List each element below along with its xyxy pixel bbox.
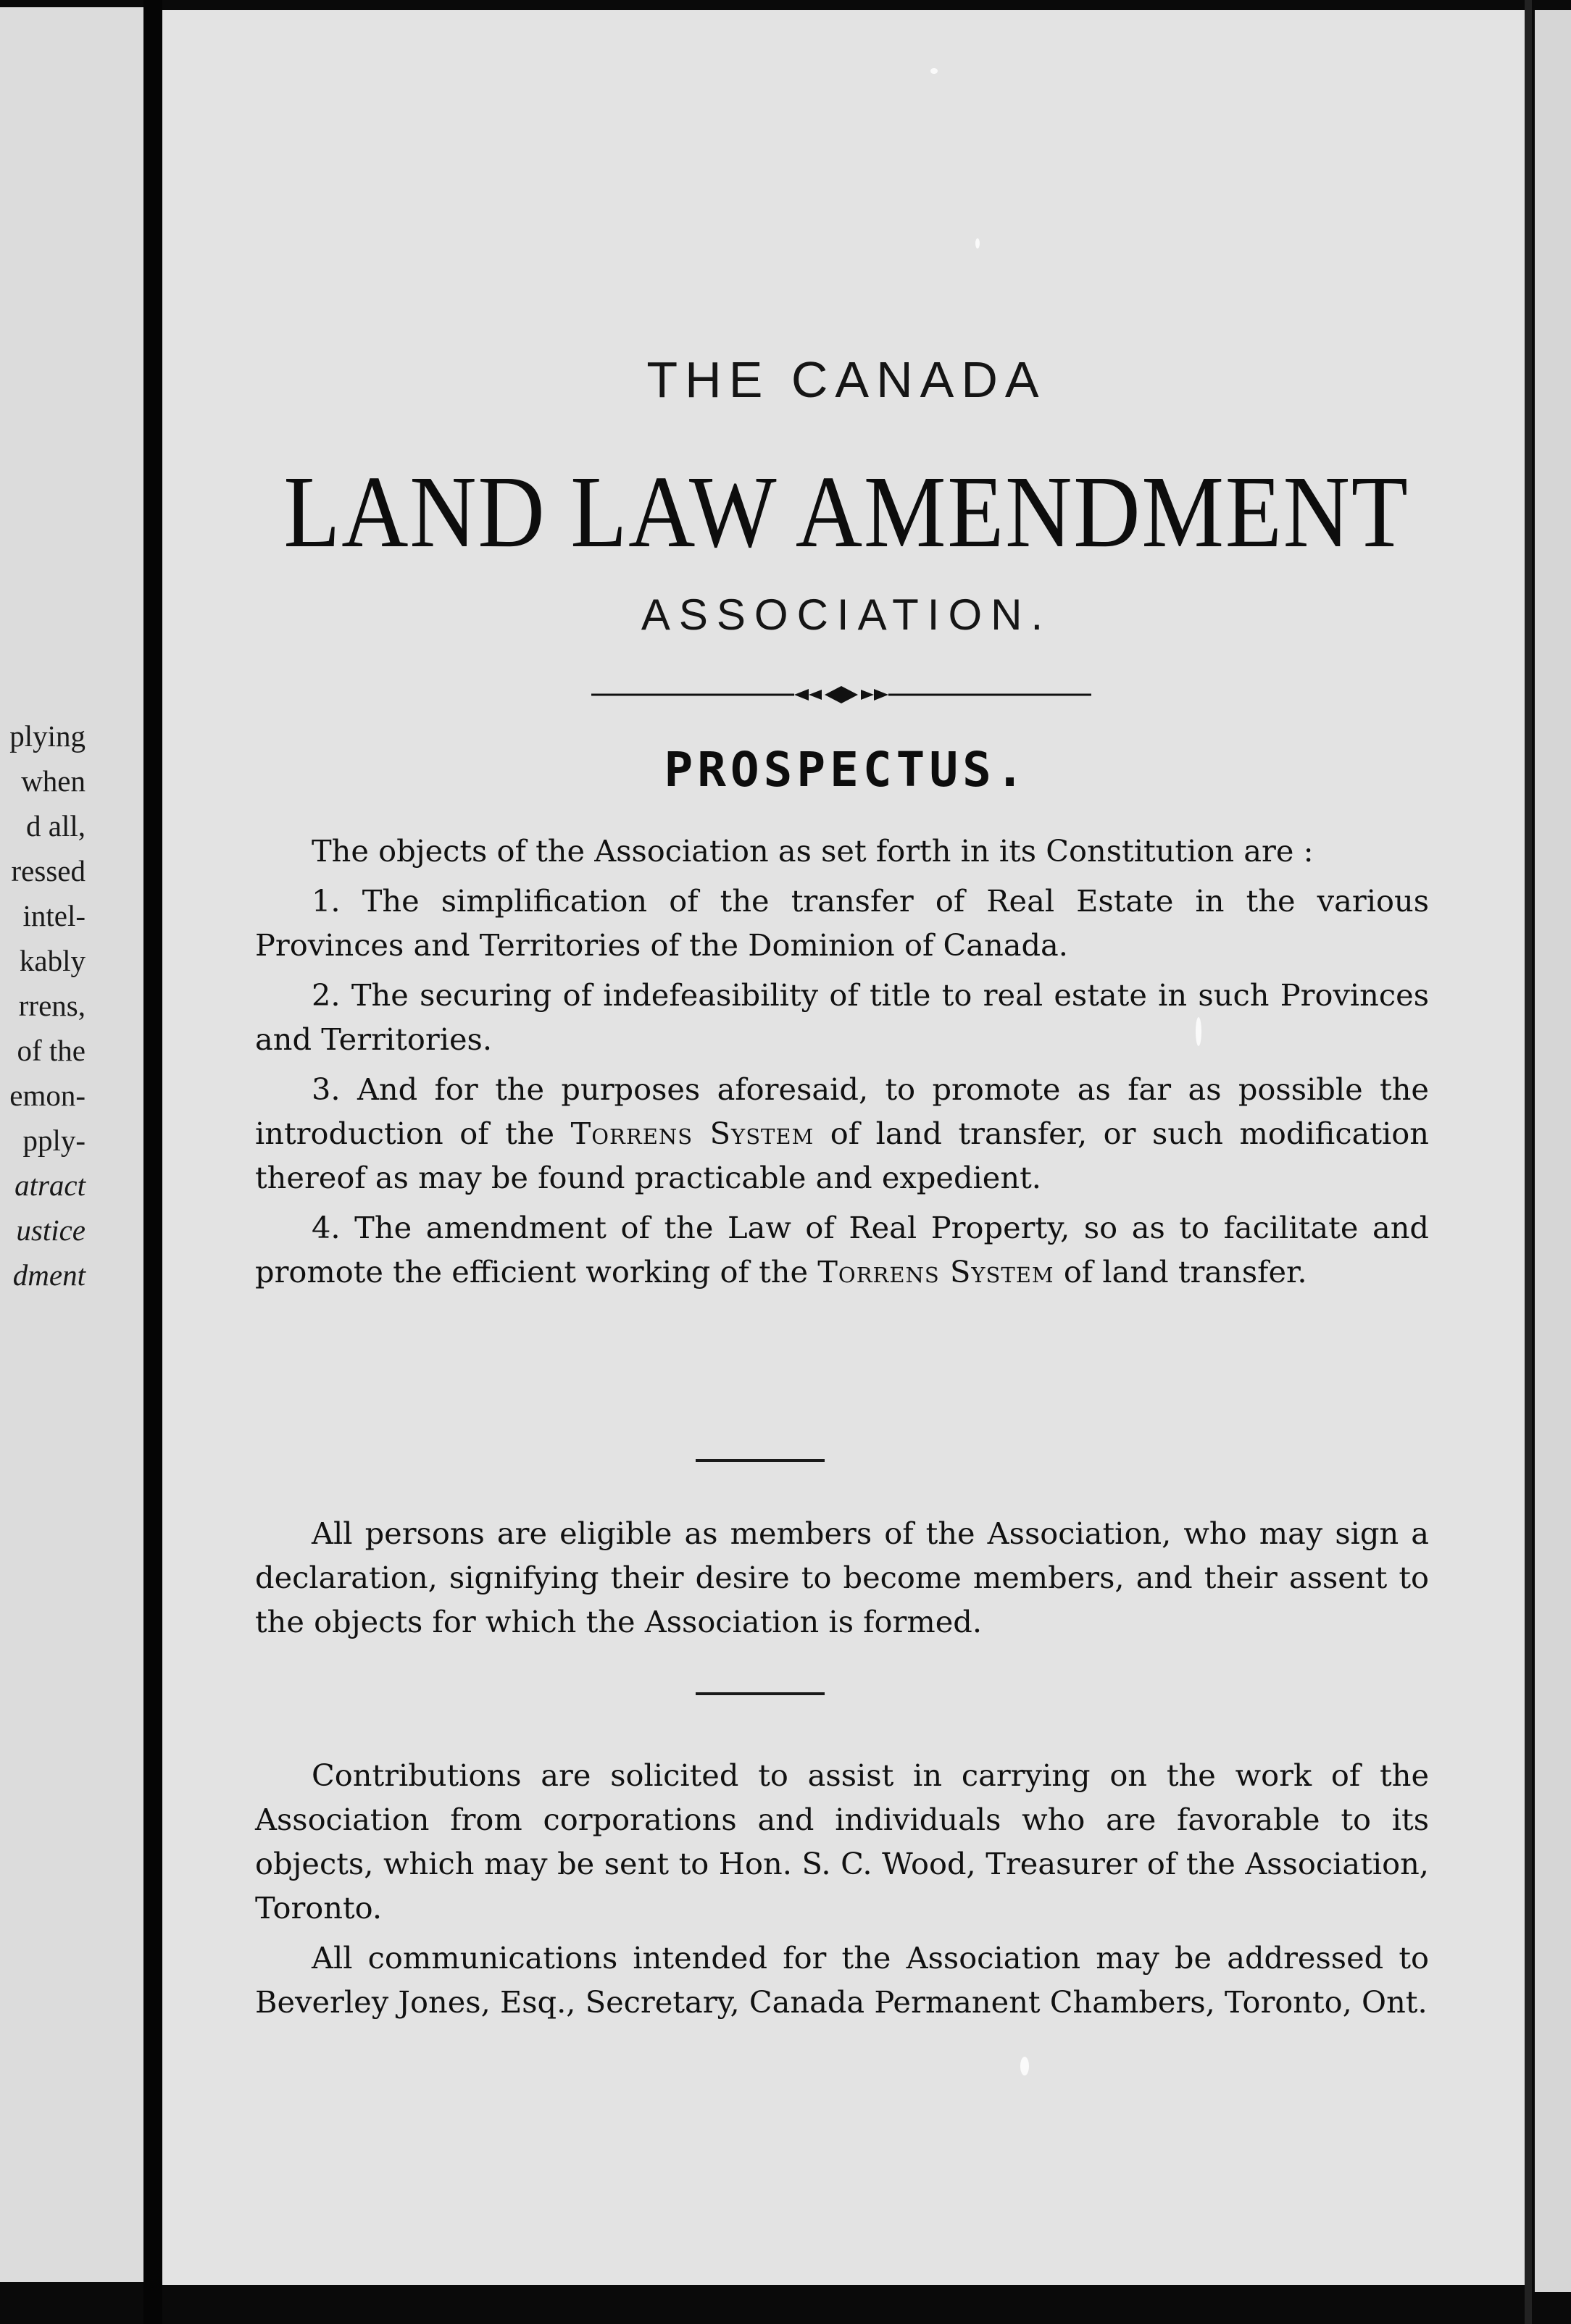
left-line-10: pply- — [22, 1124, 86, 1157]
object-item-4 — [255, 1205, 1429, 1294]
left-line-6: kably — [19, 944, 86, 977]
paper-speck — [1196, 1017, 1201, 1046]
left-line-9: emon- — [9, 1079, 86, 1112]
membership-section — [255, 1511, 1429, 1650]
paper-speck — [975, 238, 980, 248]
object-item-4-text-a: 4. The amendment of the Law of Real Property, so as to facilitate and promote the efficient working of the — [255, 1210, 1429, 1290]
page-right-edge — [1525, 0, 1532, 2324]
left-line-5: intel- — [22, 899, 86, 932]
communications-paragraph: All communications intended for the Association may be addressed to Beverley Jones, Esq., Secretary, Canada Permanent Chambers, Toronto, Ont. — [255, 1940, 1429, 2020]
left-line-7: rrens, — [18, 989, 86, 1022]
header-association: ASSOCIATION. — [641, 590, 1052, 639]
book-gutter — [143, 0, 162, 2324]
membership-paragraph: All persons are eligible as members of the Association, who may sign a declaration, signifying their desire to become members, and their assent to the objects for which the Association is formed. — [255, 1516, 1429, 1639]
header-the-canada: THE CANADA — [646, 351, 1046, 408]
objects-section — [255, 829, 1429, 1300]
divider-rule-2 — [696, 1692, 825, 1695]
left-line-3: d all, — [26, 809, 86, 843]
left-line-2: when — [21, 764, 86, 798]
paper-speck — [1020, 2057, 1029, 2076]
left-line-12: ustice — [16, 1213, 86, 1247]
paper-speck — [930, 68, 938, 74]
object-item-4-system-name: Torrens System — [817, 1254, 1054, 1290]
object-item-3-text-b: of land transfer, or such modification thereof as may be found practicable and expedient. — [255, 1116, 1430, 1195]
header-title: LAND LAW AMENDMENT — [283, 454, 1409, 569]
object-item-2: 2. The securing of indefeasibility of title to real estate in such Provinces and Territories. — [255, 977, 1429, 1057]
left-line-1: plying — [9, 719, 86, 753]
section-title: PROSPECTUS. — [664, 742, 1029, 798]
ornament-divider-icon — [591, 680, 1091, 709]
contributions-paragraph: Contributions are solicited to assist in carrying on the work of the Association from corporations and individuals who are favorable to its objects, which may be sent to Hon. S. C. Wood, Treasurer of the Association, Toronto. — [255, 1757, 1429, 1926]
object-item-4-text-b: of land transfer. — [1054, 1254, 1307, 1290]
object-item-1: 1. The simplification of the transfer of Real Estate in the various Provinces and Territories of the Dominion of Canada. — [255, 883, 1429, 963]
object-item-3 — [255, 1067, 1429, 1200]
divider-rule-1 — [696, 1459, 825, 1462]
contributions-section — [255, 1753, 1429, 2030]
next-page-edge — [1535, 10, 1571, 2292]
object-item-3-text-a: 3. And for the purposes aforesaid, to promote as far as possible the introduction of the — [255, 1071, 1429, 1151]
left-page-fragment — [0, 7, 143, 2282]
left-line-4: ressed — [11, 854, 86, 887]
left-line-8: of the — [17, 1034, 86, 1067]
prospectus-page — [162, 10, 1530, 2285]
left-line-11: atract — [14, 1169, 86, 1202]
objects-intro: The objects of the Association as set forth in its Constitution are : — [312, 833, 1314, 869]
object-item-3-system-name: Torrens System — [570, 1116, 814, 1151]
left-line-13: dment — [12, 1258, 86, 1292]
